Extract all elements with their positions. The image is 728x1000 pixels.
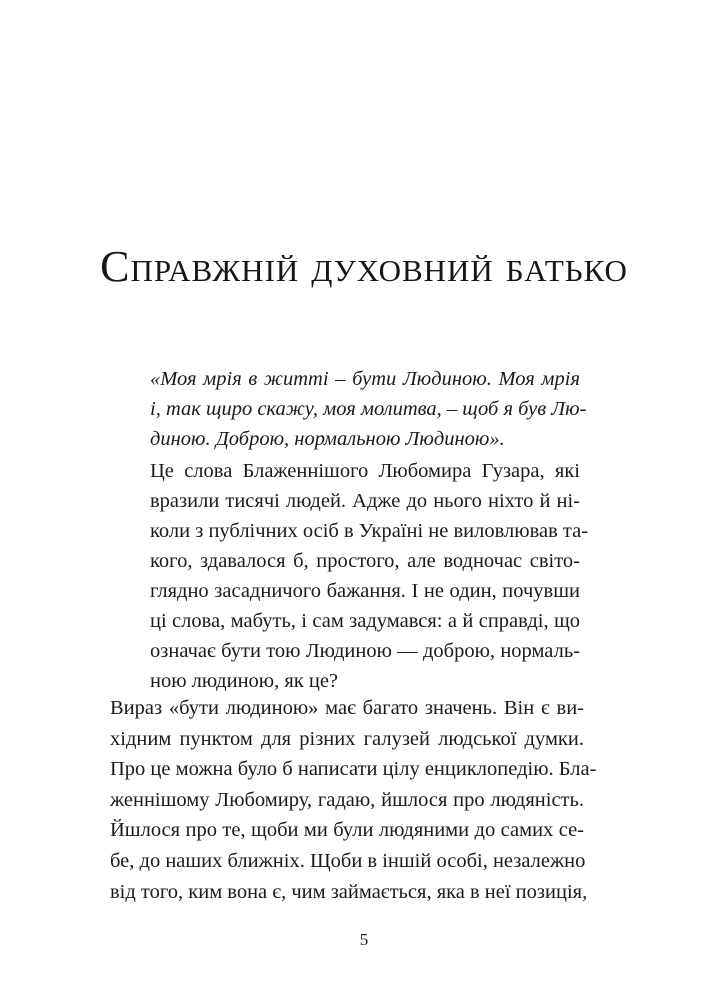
epigraph-quote xyxy=(150,364,587,454)
epigraph-intro-line: кого, здавалося б, простого, але водночас світо- xyxy=(150,550,580,572)
chapter-title: Справжній духовний батько xyxy=(100,242,628,292)
body-line: бе, до наших ближніх. Щоби в іншій особі, незалежно xyxy=(110,849,586,872)
body-line: від того, ким вона є, чим займається, яка в неї позиція, xyxy=(110,880,588,903)
epigraph-quote-line: диною. Доброю, нормальною Людиною». xyxy=(150,428,505,450)
epigraph-intro-paragraph xyxy=(150,456,589,696)
body-line: Вираз «бути людиною» має багато значень. Він є ви- xyxy=(110,697,584,719)
page-number: 5 xyxy=(359,930,369,949)
body-line: Йшлося про те, щоби ми були людяними до самих се- xyxy=(110,819,584,842)
epigraph-intro-line: коли з публічних осіб в Україні не виловлював та- xyxy=(150,520,589,542)
epigraph-quote-line: «Моя мрія в житті – бути Людиною. Моя мрія xyxy=(150,368,580,390)
body-line: хідним пунктом для різних галузей людської думки. xyxy=(110,727,584,750)
epigraph-intro-line: Це слова Блаженнішого Любомира Гузара, які xyxy=(150,460,580,482)
epigraph-quote-line: і, так щиро скажу, моя молитва, – щоб я був Лю- xyxy=(150,398,587,420)
epigraph-intro-line: вразили тисячі людей. Адже до нього ніхто й ні- xyxy=(150,490,580,512)
body-paragraph xyxy=(110,693,597,907)
body-line: женнішому Любомиру, гадаю, йшлося про людяність. xyxy=(110,788,584,811)
epigraph-intro-line: глядно засадничого бажання. І не один, почувши xyxy=(150,580,580,602)
epigraph-block xyxy=(150,364,589,696)
epigraph-intro-line: ці слова, мабуть, і сам задумався: а й справді, що xyxy=(150,610,580,632)
body-line: Про це можна було б написати цілу енциклопедію. Бла- xyxy=(110,758,597,781)
epigraph-intro-line: означає бути тою Людиною — доброю, нормаль- xyxy=(150,640,580,662)
epigraph-intro-line: ною людиною, як це? xyxy=(150,670,339,692)
